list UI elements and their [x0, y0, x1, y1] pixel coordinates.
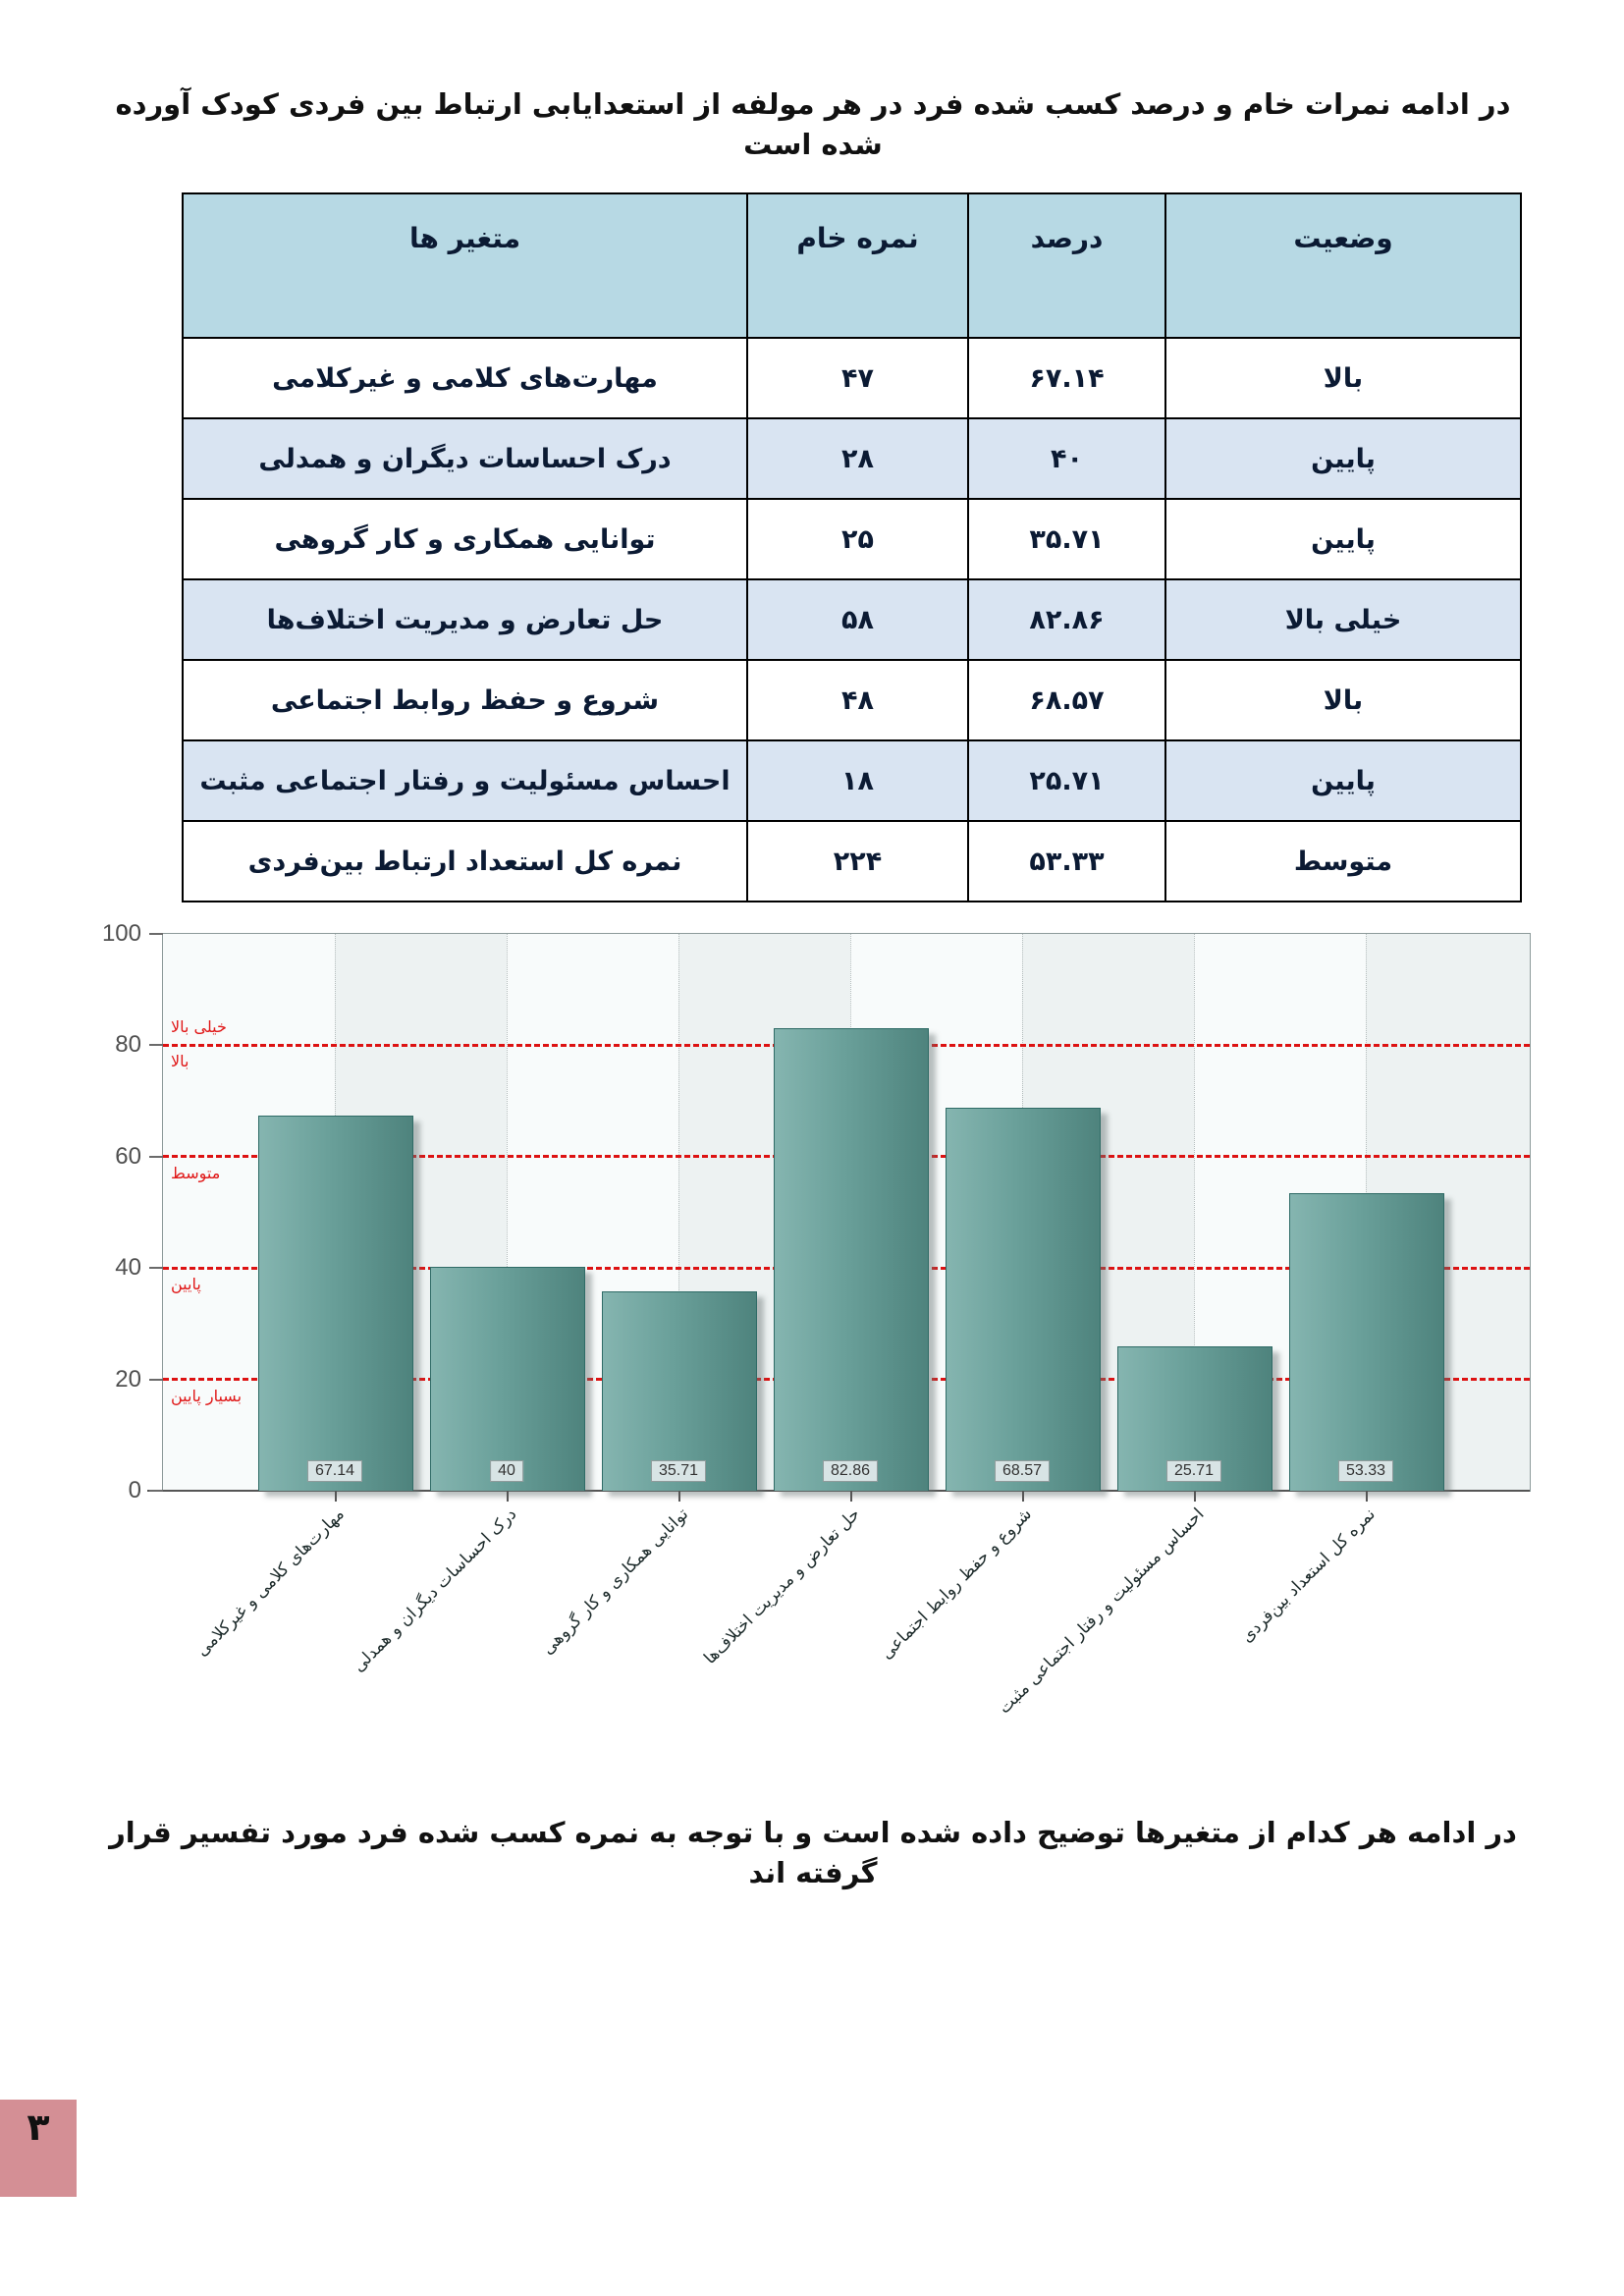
bar [430, 1267, 585, 1491]
rawscore-cell: ۴۷ [747, 338, 968, 418]
bar [1289, 1193, 1444, 1491]
percent-cell: ۶۸.۵۷ [968, 660, 1165, 740]
y-axis-tick [149, 1490, 163, 1492]
y-axis-tick-label: 20 [115, 1365, 141, 1393]
column-header-rawscore: نمره خام [747, 193, 968, 338]
rawscore-cell: ۲۵ [747, 499, 968, 579]
status-cell: پایین [1165, 499, 1521, 579]
rawscore-cell: ۲۸ [747, 418, 968, 499]
page-intro-text: در ادامه نمرات خام و درصد کسب شده فرد در هر مولفه از استعدایابی ارتباط بین فردی کودک آورده شده است [115, 87, 1511, 161]
y-axis-tick [149, 1379, 163, 1381]
percent-cell: ۴۰ [968, 418, 1165, 499]
x-axis-category-label: توانایی همکاری و کار گروهی [538, 1504, 693, 1660]
status-cell: بالا [1165, 338, 1521, 418]
bar-value-label: 40 [490, 1460, 523, 1482]
status-cell: متوسط [1165, 821, 1521, 902]
variable-cell: حل تعارض و مدیریت اختلاف‌ها [183, 579, 747, 660]
status-cell: خیلی بالا [1165, 579, 1521, 660]
x-axis-tick [1022, 1491, 1024, 1502]
table-row [183, 338, 1521, 418]
page-number-badge: ۳ [0, 2100, 77, 2197]
status-cell: پایین [1165, 418, 1521, 499]
closing-text: در ادامه هر کدام از متغیرها توضیح داده شده است و با توجه به نمره کسب شده فرد مورد تفسیر قرار گرفته اند [109, 1816, 1517, 1889]
table-row [183, 418, 1521, 499]
table-row [183, 821, 1521, 902]
variable-cell: مهارت‌های کلامی و غیرکلامی [183, 338, 747, 418]
y-axis-tick-label: 60 [115, 1142, 141, 1170]
y-axis-tick-label: 0 [128, 1477, 141, 1503]
rawscore-cell: ۱۸ [747, 740, 968, 821]
status-cell: پایین [1165, 740, 1521, 821]
percent-cell: ۶۷.۱۴ [968, 338, 1165, 418]
x-axis-tick [678, 1491, 680, 1502]
column-header-variables: متغیر ها [183, 193, 747, 338]
x-axis-category-label: مهارت‌های کلامی و غیرکلامی [192, 1504, 350, 1661]
rawscore-cell: ۴۸ [747, 660, 968, 740]
threshold-label-below: متوسط [171, 1163, 221, 1182]
variable-cell: احساس مسئولیت و رفتار اجتماعی مثبت [183, 740, 747, 821]
table-row [183, 579, 1521, 660]
y-axis-tick [149, 1267, 163, 1269]
bar-value-label: 82.86 [823, 1460, 878, 1482]
bar [258, 1116, 413, 1491]
rawscore-cell: ۲۲۴ [747, 821, 968, 902]
x-axis-tick [507, 1491, 509, 1502]
bar-value-label: 67.14 [307, 1460, 362, 1482]
table-header-row [183, 193, 1521, 338]
bar-value-label: 53.33 [1338, 1460, 1393, 1482]
variable-cell: نمره کل استعداد ارتباط بین‌فردی [183, 821, 747, 902]
bar [774, 1028, 929, 1491]
column-header-status: وضعیت [1165, 193, 1521, 338]
threshold-label-below: پایین [171, 1275, 201, 1294]
x-axis-category-label: حل تعارض و مدیریت اختلاف‌ها [700, 1504, 865, 1668]
rawscore-cell: ۵۸ [747, 579, 968, 660]
y-axis-tick [149, 1156, 163, 1158]
bar-value-label: 35.71 [651, 1460, 706, 1482]
variable-cell: توانایی همکاری و کار گروهی [183, 499, 747, 579]
table-row [183, 660, 1521, 740]
status-cell: بالا [1165, 660, 1521, 740]
percent-cell: ۳۵.۷۱ [968, 499, 1165, 579]
x-axis-category-label: نمره کل استعداد بین‌فردی [1237, 1504, 1380, 1647]
score-table [182, 192, 1522, 902]
bar-value-label: 68.57 [995, 1460, 1050, 1482]
y-axis-tick-label: 100 [101, 920, 141, 947]
table-row [183, 499, 1521, 579]
bar [946, 1108, 1101, 1491]
bar-value-label: 25.71 [1166, 1460, 1221, 1482]
percent-cell: ۵۳.۳۳ [968, 821, 1165, 902]
y-axis-tick [149, 1044, 163, 1046]
column-header-percent: درصد [968, 193, 1165, 338]
x-axis-tick [335, 1491, 337, 1502]
x-axis-tick [1194, 1491, 1196, 1502]
x-axis-category-label: احساس مسئولیت و رفتار اجتماعی مثبت [994, 1504, 1209, 1719]
x-axis-tick [1366, 1491, 1368, 1502]
percent-cell: ۸۲.۸۶ [968, 579, 1165, 660]
percent-cell: ۲۵.۷۱ [968, 740, 1165, 821]
y-axis-tick-label: 40 [115, 1254, 141, 1282]
y-axis-tick-label: 80 [115, 1031, 141, 1059]
threshold-label-below: بالا [171, 1052, 189, 1071]
variable-cell: درک احساسات دیگران و همدلی [183, 418, 747, 499]
variable-cell: شروع و حفظ روابط اجتماعی [183, 660, 747, 740]
x-axis-category-label: درک احساسات دیگران و همدلی [349, 1504, 521, 1676]
threshold-label-above: خیلی بالا [171, 1017, 227, 1037]
y-axis-tick [149, 933, 163, 935]
x-axis-category-label: شروع و حفظ روابط اجتماعی [877, 1504, 1037, 1664]
score-bar-chart [101, 920, 1531, 1719]
table-row [183, 740, 1521, 821]
threshold-label-below: بسیار پایین [171, 1386, 243, 1405]
x-axis-tick [850, 1491, 852, 1502]
